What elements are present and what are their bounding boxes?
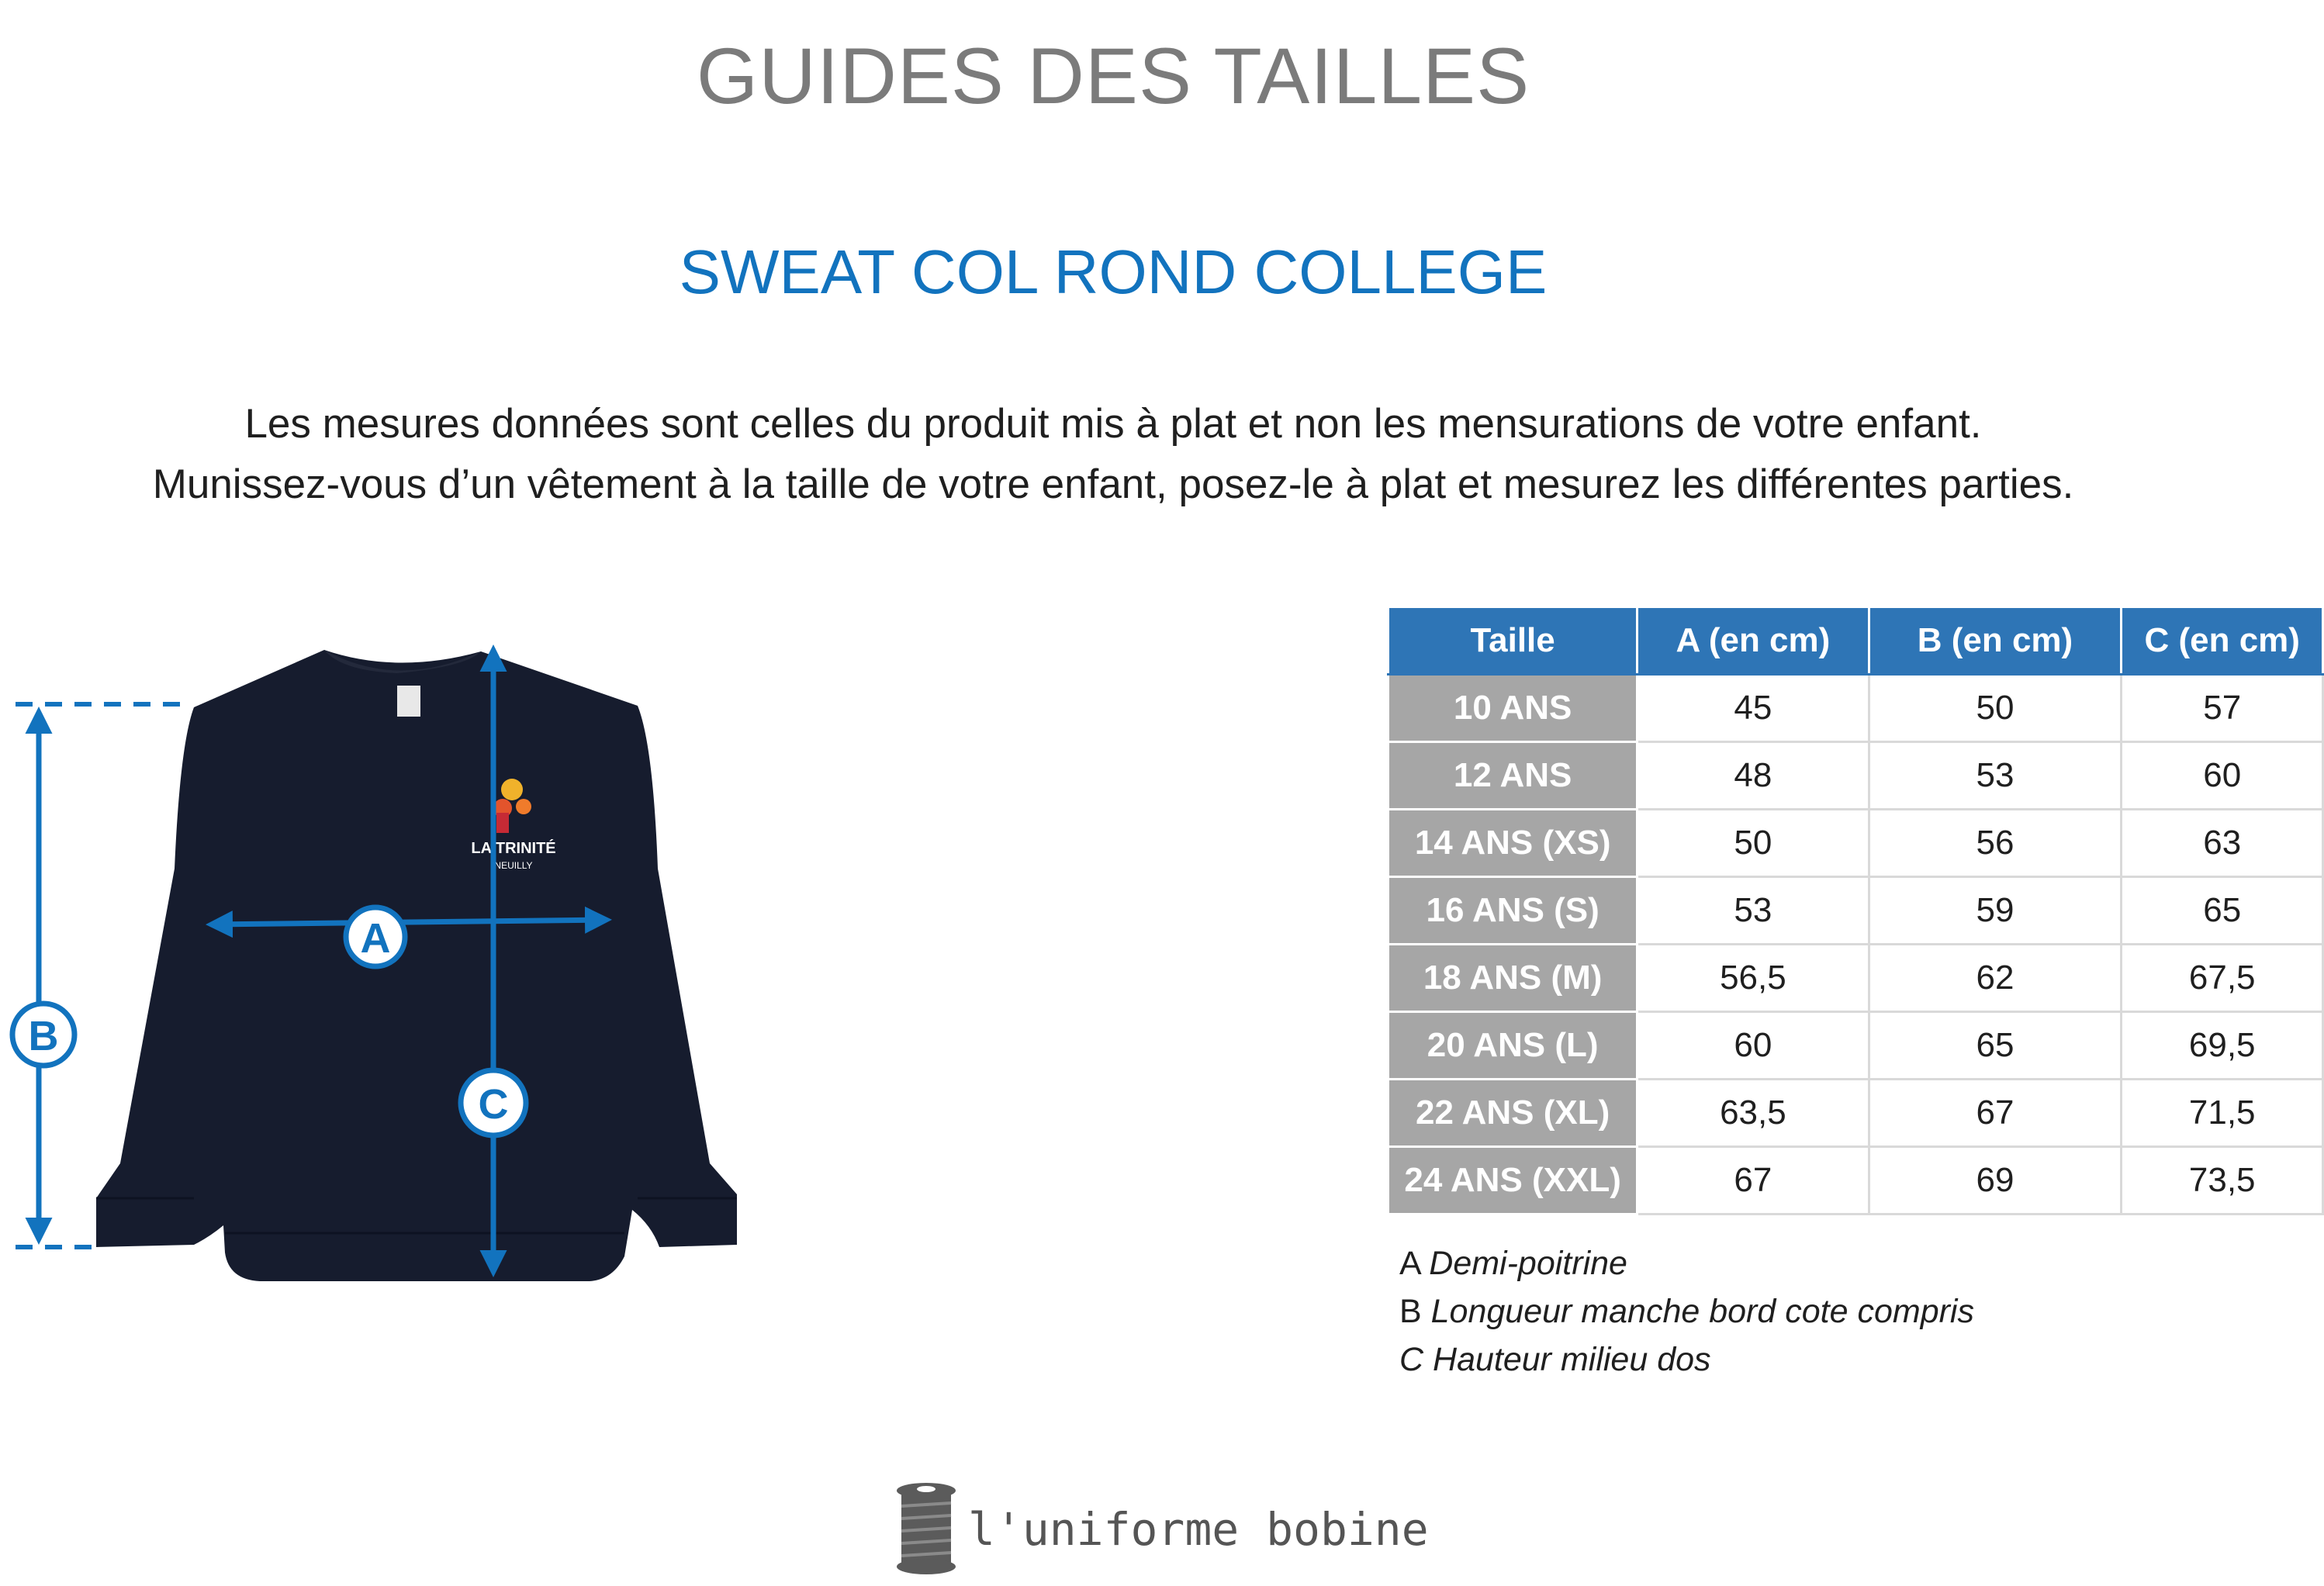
thread-spool-icon bbox=[891, 1480, 962, 1581]
marker-c-label: C bbox=[478, 1081, 509, 1128]
header-c: C (en cm) bbox=[2122, 607, 2323, 675]
value-b-cell: 50 bbox=[1869, 675, 2122, 742]
size-cell: 10 ANS bbox=[1389, 675, 1638, 742]
neck-label bbox=[397, 686, 420, 717]
legend-label: Demi-poitrine bbox=[1429, 1245, 1627, 1282]
size-cell: 14 ANS (XS) bbox=[1389, 810, 1638, 877]
marker-a bbox=[346, 907, 405, 966]
header-b: B (en cm) bbox=[1869, 607, 2122, 675]
table-header-row bbox=[1389, 607, 2323, 675]
legend-key: A bbox=[1399, 1245, 1420, 1282]
measurement-legend bbox=[1399, 1239, 1974, 1384]
marker-a-label: A bbox=[360, 915, 391, 962]
table-row bbox=[1389, 742, 2323, 810]
size-cell: 16 ANS (S) bbox=[1389, 877, 1638, 945]
brand-name: l'uniforme bobine bbox=[968, 1503, 1429, 1556]
table-row bbox=[1389, 1147, 2323, 1215]
value-a-cell: 45 bbox=[1638, 675, 1869, 742]
table-row bbox=[1389, 945, 2323, 1012]
sweatshirt-shape bbox=[96, 650, 737, 1281]
size-cell: 24 ANS (XXL) bbox=[1389, 1147, 1638, 1215]
value-b-cell: 67 bbox=[1869, 1080, 2122, 1147]
size-table bbox=[1387, 606, 2324, 1215]
value-c-cell: 67,5 bbox=[2122, 945, 2323, 1012]
marker-b bbox=[12, 1004, 74, 1066]
sweatshirt-diagram bbox=[0, 605, 776, 1303]
product-title: SWEAT COL ROND COLLEGE bbox=[679, 237, 1548, 306]
value-a-cell: 67 bbox=[1638, 1147, 1869, 1215]
badge-name-text: LA TRINITÉ bbox=[471, 840, 556, 857]
value-c-cell: 57 bbox=[2122, 675, 2323, 742]
size-cell: 12 ANS bbox=[1389, 742, 1638, 810]
value-b-cell: 53 bbox=[1869, 742, 2122, 810]
header-taille: Taille bbox=[1389, 607, 1638, 675]
value-c-cell: 73,5 bbox=[2122, 1147, 2323, 1215]
value-a-cell: 53 bbox=[1638, 877, 1869, 945]
legend-key: C bbox=[1399, 1341, 1424, 1378]
value-b-cell: 65 bbox=[1869, 1012, 2122, 1080]
value-a-cell: 56,5 bbox=[1638, 945, 1869, 1012]
table-row bbox=[1389, 1080, 2323, 1147]
value-b-cell: 56 bbox=[1869, 810, 2122, 877]
value-c-cell: 71,5 bbox=[2122, 1080, 2323, 1147]
table-row bbox=[1389, 675, 2323, 742]
value-a-cell: 48 bbox=[1638, 742, 1869, 810]
intro-line-2: Munissez-vous d’un vêtement à la taille de votre enfant, posez-le à plat et mesurez les différentes parties. bbox=[152, 461, 2074, 507]
value-c-cell: 60 bbox=[2122, 742, 2323, 810]
badge-city-text: NEUILLY bbox=[494, 860, 533, 871]
header-a: A (en cm) bbox=[1638, 607, 1869, 675]
value-a-cell: 50 bbox=[1638, 810, 1869, 877]
legend-key: B bbox=[1399, 1293, 1422, 1330]
size-cell: 20 ANS (L) bbox=[1389, 1012, 1638, 1080]
value-a-cell: 60 bbox=[1638, 1012, 1869, 1080]
value-b-cell: 59 bbox=[1869, 877, 2122, 945]
value-a-cell: 63,5 bbox=[1638, 1080, 1869, 1147]
table-row bbox=[1389, 1012, 2323, 1080]
value-b-cell: 69 bbox=[1869, 1147, 2122, 1215]
value-c-cell: 65 bbox=[2122, 877, 2323, 945]
legend-label: Hauteur milieu dos bbox=[1433, 1341, 1711, 1378]
brand-logo bbox=[891, 1480, 1429, 1581]
legend-label: Longueur manche bord cote compris bbox=[1430, 1293, 1974, 1330]
value-c-cell: 69,5 bbox=[2122, 1012, 2323, 1080]
table-row bbox=[1389, 810, 2323, 877]
marker-c bbox=[461, 1070, 526, 1135]
table-row bbox=[1389, 877, 2323, 945]
intro-text bbox=[0, 394, 2226, 515]
size-cell: 22 ANS (XL) bbox=[1389, 1080, 1638, 1147]
value-c-cell: 63 bbox=[2122, 810, 2323, 877]
size-cell: 18 ANS (M) bbox=[1389, 945, 1638, 1012]
legend-item-c bbox=[1399, 1335, 1974, 1384]
legend-item-a bbox=[1399, 1239, 1974, 1287]
page-title: GUIDES DES TAILLES bbox=[696, 32, 1530, 120]
value-b-cell: 62 bbox=[1869, 945, 2122, 1012]
intro-line-1: Les mesures données sont celles du produit mis à plat et non les mensurations de votre enfant. bbox=[244, 401, 1982, 447]
legend-item-b bbox=[1399, 1287, 1974, 1335]
marker-b-label: B bbox=[28, 1013, 59, 1059]
